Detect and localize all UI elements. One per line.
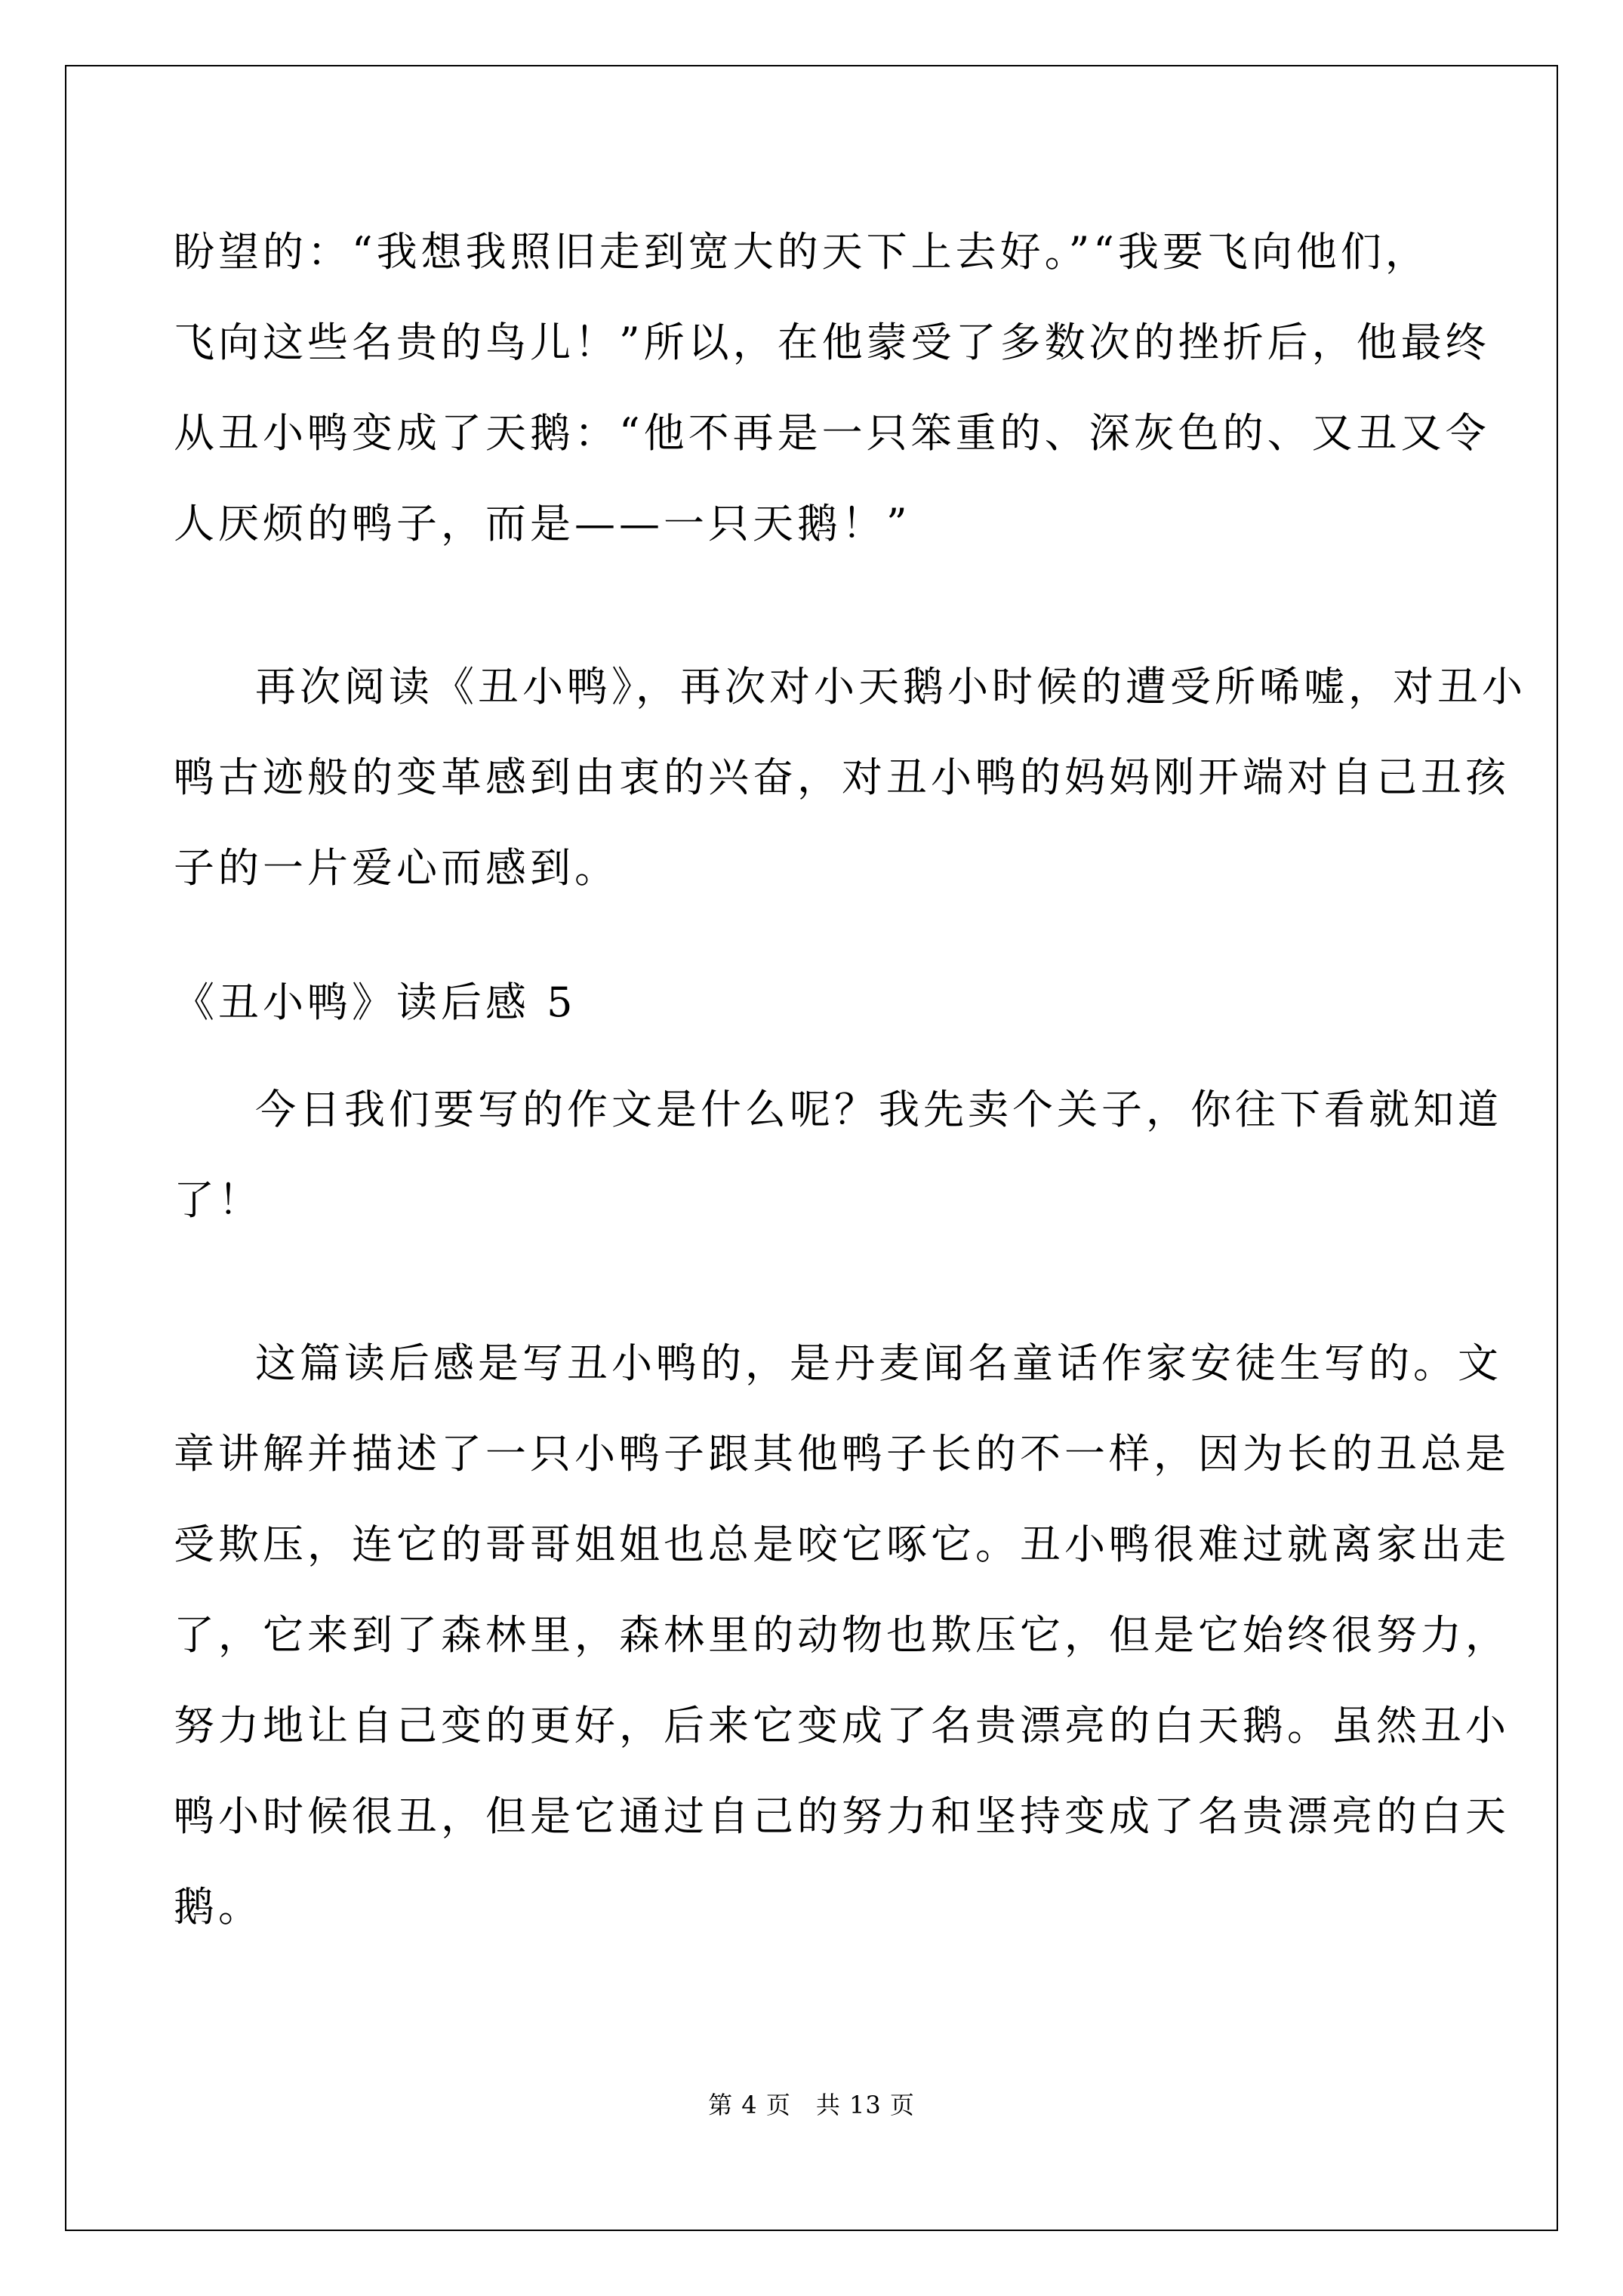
section-heading: 《丑小鸭》读后感 5 <box>174 978 577 1026</box>
text-line: 飞向这些名贵的鸟儿！”所以，在他蒙受了多数次的挫折后，他最终 <box>174 319 1490 366</box>
text-line: 了，它来到了森林里，森林里的动物也欺压它，但是它始终很努力， <box>174 1611 1510 1659</box>
text-line: 了！ <box>174 1176 263 1224</box>
text-line: 受欺压，连它的哥哥姐姐也总是咬它啄它。丑小鸭很难过就离家出走 <box>174 1521 1510 1568</box>
text-line: 鸭小时候很丑，但是它通过自己的努力和坚持变成了名贵漂亮的白天 <box>174 1792 1510 1840</box>
text-line: 子的一片爱心而感到。 <box>174 844 619 892</box>
text-line: 鹅。 <box>174 1883 263 1931</box>
text-line: 鸭古迹般的变革感到由衷的兴奋，对丑小鸭的妈妈刚开端对自己丑孩 <box>174 754 1510 801</box>
paragraph-start-line: 再次阅读《丑小鸭》，再次对小天鹅小时候的遭受所唏嘘，对丑小 <box>255 663 1526 710</box>
text-line: 人厌烦的鸭子，而是——一只天鹅！” <box>174 500 911 547</box>
page-border <box>65 65 1558 2231</box>
paragraph-start-line: 今日我们要写的作文是什么呢？我先卖个关子，你往下看就知道 <box>255 1086 1502 1133</box>
text-line: 盼望的：“我想我照旧走到宽大的天下上去好。”“我要飞向他们， <box>174 228 1430 276</box>
text-line: 章讲解并描述了一只小鸭子跟其他鸭子长的不一样，因为长的丑总是 <box>174 1430 1510 1478</box>
text-line: 从丑小鸭变成了天鹅：“他不再是一只笨重的、深灰色的、又丑又令 <box>174 409 1490 457</box>
page-number-footer: 第 4 页 共 13 页 <box>708 2091 915 2119</box>
paragraph-start-line: 这篇读后感是写丑小鸭的，是丹麦闻名童话作家安徒生写的。文 <box>255 1339 1502 1387</box>
text-line: 努力地让自己变的更好，后来它变成了名贵漂亮的白天鹅。虽然丑小 <box>174 1702 1510 1749</box>
